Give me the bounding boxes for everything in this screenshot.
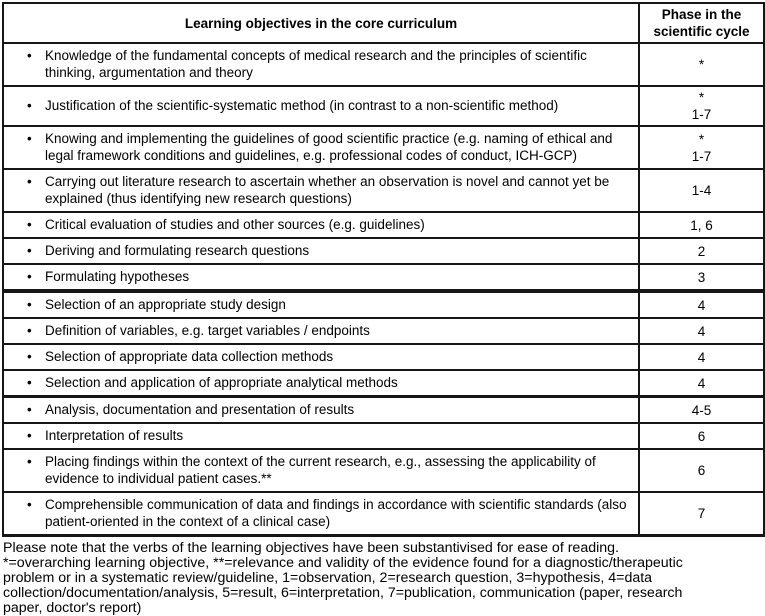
objective-text: Formulating hypotheses bbox=[45, 269, 190, 284]
phase-cell bbox=[639, 212, 764, 238]
phase-cell bbox=[639, 318, 764, 344]
objective-cell bbox=[3, 492, 639, 536]
objective-text: Comprehensible communication of data and findings in accordance with scientific standards (also patient-oriented in the context of a clinical case) bbox=[45, 497, 627, 529]
objective-cell bbox=[3, 449, 639, 492]
table-row bbox=[3, 43, 764, 86]
phase-value: 1-7 bbox=[691, 148, 712, 164]
phase-value: 4 bbox=[697, 297, 706, 313]
phase-column-header bbox=[639, 3, 764, 43]
phase-cell bbox=[639, 43, 764, 86]
footnote bbox=[3, 541, 762, 616]
phase-cell bbox=[639, 370, 764, 397]
objective-text: Definition of variables, e.g. target variables / endpoints bbox=[45, 323, 370, 338]
objective-text: Placing findings within the context of the current research, e.g., assessing the applicability of evidence to individual patient cases.** bbox=[45, 454, 596, 486]
bullet-icon: • bbox=[27, 297, 32, 312]
phase-cell bbox=[639, 126, 764, 169]
objective-text: Selection and application of appropriate analytical methods bbox=[45, 375, 398, 390]
objective-cell bbox=[3, 344, 639, 370]
phase-value: * bbox=[698, 90, 705, 105]
phase-value: 7 bbox=[697, 506, 706, 521]
curriculum-table bbox=[2, 2, 765, 537]
bullet-icon: • bbox=[27, 375, 32, 390]
phase-value: 3 bbox=[697, 269, 706, 285]
bullet-icon: • bbox=[27, 174, 32, 189]
bullet-icon: • bbox=[27, 428, 32, 443]
objective-cell bbox=[3, 291, 639, 318]
bullet-icon: • bbox=[27, 497, 32, 512]
phase-value: * bbox=[698, 131, 705, 147]
footnote-line: problem or in a systematic review/guideline, 1=observation, 2=research question, 3=hypothesis, 4=data bbox=[3, 570, 653, 586]
bullet-icon: • bbox=[27, 131, 32, 146]
table-row bbox=[3, 86, 764, 126]
bullet-icon: • bbox=[27, 323, 32, 338]
objective-cell bbox=[3, 86, 639, 126]
phase-cell bbox=[639, 492, 764, 536]
footnote-line: Please note that the verbs of the learning objectives have been substantivised for ease of reading. bbox=[3, 540, 619, 556]
phase-value: 6 bbox=[697, 428, 706, 444]
bullet-icon: • bbox=[27, 349, 32, 364]
phase-cell bbox=[639, 344, 764, 370]
phase-cell bbox=[639, 86, 764, 126]
phase-cell bbox=[639, 449, 764, 492]
phase-value: 6 bbox=[697, 463, 706, 478]
table-row bbox=[3, 126, 764, 169]
phase-value: * bbox=[698, 57, 705, 72]
phase-value: 1-4 bbox=[691, 183, 712, 198]
phase-cell bbox=[639, 397, 764, 424]
objective-text: Selection of an appropriate study design bbox=[45, 297, 286, 312]
table-row bbox=[3, 169, 764, 212]
phase-value: 1, 6 bbox=[690, 217, 713, 233]
bullet-icon: • bbox=[27, 217, 32, 232]
table-row bbox=[3, 370, 764, 397]
table-row bbox=[3, 449, 764, 492]
objective-cell bbox=[3, 423, 639, 449]
objective-cell bbox=[3, 370, 639, 397]
phase-value: 4-5 bbox=[691, 402, 712, 418]
objective-cell bbox=[3, 169, 639, 212]
footnote-line: collection/documentation/analysis, 5=result, 6=interpretation, 7=publication, communication (paper, research bbox=[3, 585, 683, 601]
table-row bbox=[3, 492, 764, 536]
objective-cell bbox=[3, 264, 639, 291]
objective-text: Selection of appropriate data collection methods bbox=[45, 349, 334, 364]
objective-text: Critical evaluation of studies and other sources (e.g. guidelines) bbox=[45, 217, 425, 232]
objective-text: Interpretation of results bbox=[45, 428, 184, 443]
bullet-icon: • bbox=[27, 269, 32, 284]
objective-text: Deriving and formulating research questions bbox=[45, 243, 310, 258]
objective-cell bbox=[3, 318, 639, 344]
phase-header-line-2: scientific cycle bbox=[653, 24, 750, 39]
objective-cell bbox=[3, 212, 639, 238]
table-row bbox=[3, 291, 764, 318]
table-row bbox=[3, 238, 764, 264]
table-row bbox=[3, 212, 764, 238]
table-row bbox=[3, 318, 764, 344]
table-row bbox=[3, 344, 764, 370]
bullet-icon: • bbox=[27, 48, 32, 63]
objective-cell bbox=[3, 238, 639, 264]
objective-text: Analysis, documentation and presentation of results bbox=[45, 402, 355, 417]
bullet-icon: • bbox=[27, 454, 32, 469]
phase-value: 4 bbox=[697, 323, 706, 339]
objective-text: Knowing and implementing the guidelines of good scientific practice (e.g. naming of ethical and legal framework conditions and guidelines, e.g. professional codes of conduct, ICH-GCP) bbox=[45, 131, 613, 163]
phase-cell bbox=[639, 291, 764, 318]
objective-cell bbox=[3, 397, 639, 424]
phase-cell bbox=[639, 264, 764, 291]
objective-cell bbox=[3, 43, 639, 86]
table-row bbox=[3, 397, 764, 424]
objective-text: Carrying out literature research to ascertain whether an observation is novel and cannot yet be explained (thus identifying new research questions) bbox=[45, 174, 610, 206]
table-row bbox=[3, 423, 764, 449]
table-row bbox=[3, 264, 764, 291]
header-row bbox=[3, 3, 764, 43]
phase-value: 1-7 bbox=[691, 107, 712, 122]
phase-cell bbox=[639, 423, 764, 449]
bullet-icon: • bbox=[27, 98, 32, 113]
bullet-icon: • bbox=[27, 243, 32, 258]
phase-value: 4 bbox=[697, 375, 706, 391]
objectives-column-header: Learning objectives in the core curriculum bbox=[3, 3, 639, 43]
phase-value: 4 bbox=[697, 349, 706, 365]
phase-value: 2 bbox=[697, 243, 706, 259]
bullet-icon: • bbox=[27, 402, 32, 417]
objective-text: Justification of the scientific-systematic method (in contrast to a non-scientific method) bbox=[45, 98, 559, 113]
footnote-line: paper, doctor's report) bbox=[3, 600, 142, 616]
objective-text: Knowledge of the fundamental concepts of medical research and the principles of scientific thinking, argumentation and theory bbox=[45, 48, 587, 80]
objective-cell bbox=[3, 126, 639, 169]
phase-cell bbox=[639, 238, 764, 264]
footnote-line: *=overarching learning objective, **=relevance and validity of the evidence found for a diagnostic/therapeutic bbox=[3, 555, 683, 571]
phase-cell bbox=[639, 169, 764, 212]
phase-header-line-1: Phase in the bbox=[661, 7, 742, 22]
